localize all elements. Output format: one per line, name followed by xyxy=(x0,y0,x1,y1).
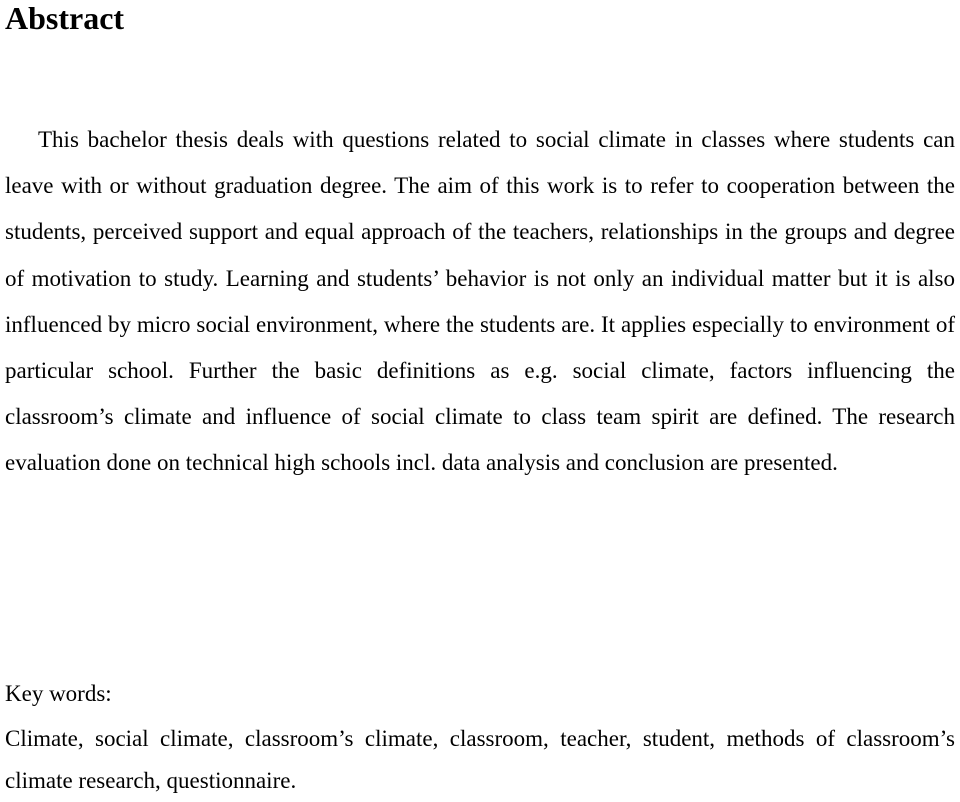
abstract-paragraph: This bachelor thesis deals with questions related to social climate in classes where students can leave with or without graduation degree. The aim of this work is to refer to cooperation between the students, perceived support and equal approach of the teachers, relationships in the groups and degree of motivation to study. Learning and students’ behavior is not only an individual matter but it is also influenced by micro social environment, where the students are. It applies especially to environment of particular school. Further the basic definitions as e.g. social climate, factors influencing the classroom’s climate and influence of social climate to class team spirit are defined. The research evaluation done on technical high schools incl. data analysis and conclusion are presented. xyxy=(5,127,955,476)
keywords-list: Climate, social climate, classroom’s climate, classroom, teacher, student, methods of classroom’s climate research, questionnaire. xyxy=(5,726,955,793)
keywords-label: Key words: xyxy=(5,681,112,706)
abstract-heading: Abstract xyxy=(5,0,125,36)
